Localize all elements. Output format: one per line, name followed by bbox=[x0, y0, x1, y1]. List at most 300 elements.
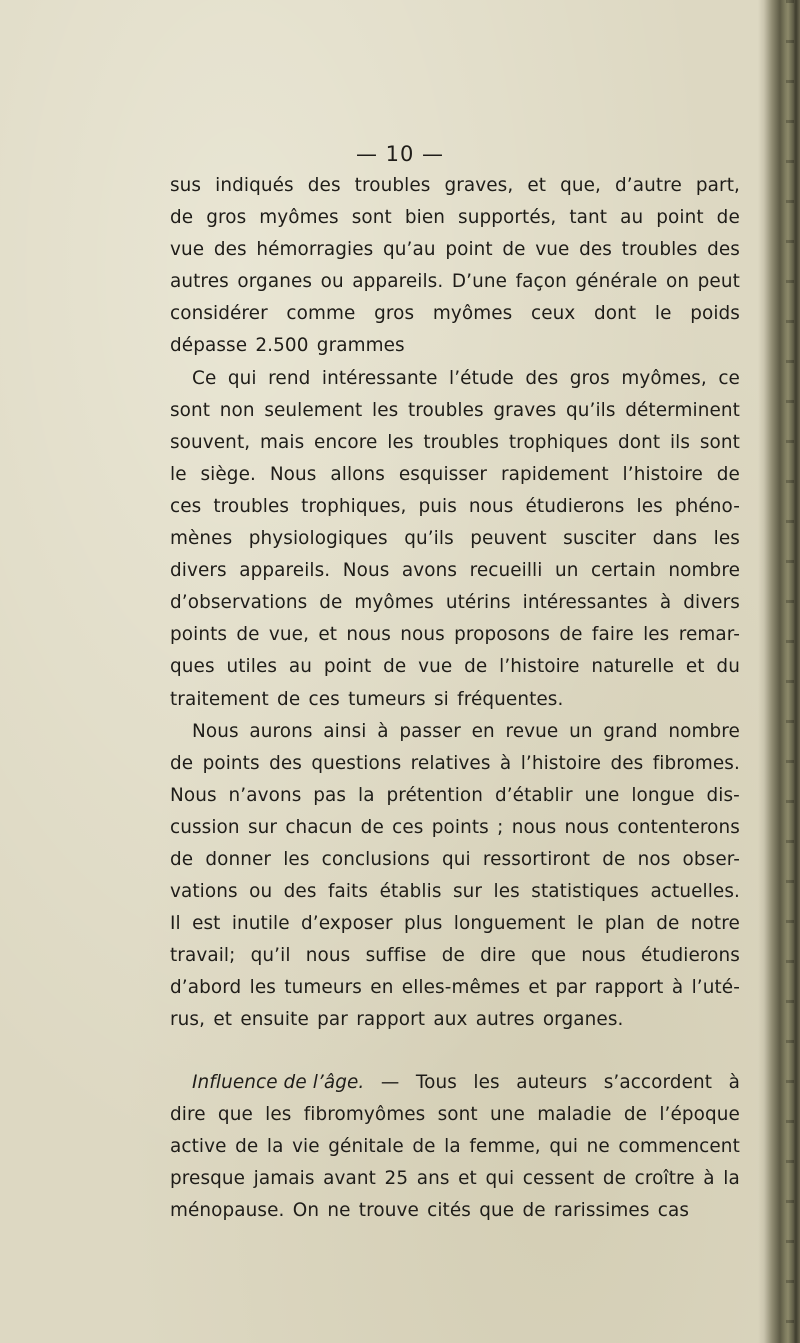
word: peut bbox=[697, 271, 740, 293]
word: encore bbox=[314, 431, 378, 453]
word: indiqués bbox=[215, 175, 294, 196]
word: que, bbox=[560, 175, 601, 196]
word: de bbox=[602, 848, 626, 870]
word: myômes bbox=[259, 207, 339, 229]
word: de bbox=[464, 656, 488, 678]
word: de bbox=[522, 1199, 546, 1221]
text-line bbox=[170, 940, 740, 972]
word: ces bbox=[392, 816, 424, 838]
word: maladie bbox=[537, 1103, 612, 1125]
word: naturelle bbox=[591, 656, 675, 678]
word: de bbox=[235, 1135, 259, 1157]
word: Ce bbox=[192, 367, 217, 389]
word: qu’il bbox=[250, 945, 291, 967]
word: d’abord bbox=[170, 977, 242, 999]
text-line bbox=[170, 1004, 740, 1036]
word: déterminent bbox=[625, 399, 740, 421]
word: elles-mêmes bbox=[401, 977, 521, 999]
word: le bbox=[654, 303, 672, 325]
word: autres bbox=[475, 1009, 535, 1031]
word: nos bbox=[637, 848, 671, 870]
text-line bbox=[170, 876, 740, 908]
text-line bbox=[170, 298, 740, 330]
word: qu’au bbox=[383, 239, 436, 261]
word: suffise bbox=[365, 945, 427, 967]
paragraph bbox=[170, 170, 740, 363]
word: de bbox=[602, 1167, 627, 1189]
word: générale bbox=[575, 271, 658, 293]
word: de bbox=[170, 848, 194, 870]
body-text bbox=[170, 170, 740, 1227]
word: les bbox=[643, 624, 670, 646]
text-line bbox=[170, 619, 740, 651]
word: ou bbox=[320, 271, 344, 293]
word: hémorragies bbox=[256, 239, 374, 261]
word: faits bbox=[327, 881, 369, 903]
word: la bbox=[266, 1135, 284, 1157]
word: allons bbox=[330, 463, 385, 485]
text-line bbox=[170, 202, 740, 234]
word: vie bbox=[292, 1135, 320, 1157]
word: autres bbox=[170, 271, 229, 293]
word: les bbox=[493, 881, 520, 903]
word: façon bbox=[515, 271, 567, 293]
word: ceux bbox=[530, 303, 576, 325]
word: qui bbox=[549, 1135, 579, 1157]
word: avant bbox=[323, 1167, 376, 1189]
word: questions bbox=[311, 752, 402, 774]
word: jamais bbox=[253, 1167, 315, 1189]
word: sont bbox=[170, 399, 211, 421]
word: génitale bbox=[328, 1135, 404, 1157]
word: sur bbox=[452, 881, 483, 903]
word: dépasse bbox=[170, 335, 248, 357]
word: les bbox=[371, 399, 399, 421]
word: dont bbox=[594, 303, 637, 325]
word: organes bbox=[237, 271, 313, 293]
word: l’étude bbox=[449, 367, 514, 389]
word: d’observations bbox=[170, 592, 308, 614]
word: intéressantes bbox=[522, 592, 648, 614]
word: D’une bbox=[451, 271, 507, 293]
word: statistiques bbox=[531, 881, 639, 903]
word: fibromes. bbox=[652, 752, 740, 774]
text-line bbox=[170, 812, 740, 844]
word: physiologiques bbox=[248, 528, 388, 550]
text-line bbox=[170, 716, 740, 748]
word: recueilli bbox=[469, 560, 543, 582]
text-line bbox=[170, 459, 740, 491]
word: de bbox=[716, 207, 740, 229]
word: avons bbox=[401, 560, 458, 582]
word: longuement bbox=[453, 913, 566, 935]
paragraph bbox=[170, 1067, 740, 1227]
word: femme, bbox=[469, 1135, 541, 1157]
word: l’histoire bbox=[499, 656, 580, 678]
text-line bbox=[170, 1195, 740, 1227]
word: prétention bbox=[386, 784, 484, 806]
word: non bbox=[219, 399, 255, 421]
text-line bbox=[170, 844, 740, 876]
word: d’établir bbox=[494, 784, 573, 806]
word: poids bbox=[690, 303, 740, 325]
word: un bbox=[569, 720, 593, 742]
word: des bbox=[610, 752, 644, 774]
word: les bbox=[249, 977, 276, 999]
word: par bbox=[555, 977, 587, 999]
word: ces bbox=[170, 495, 202, 517]
word: graves, bbox=[444, 175, 514, 196]
word: Tous bbox=[415, 1071, 457, 1093]
word: les bbox=[283, 848, 310, 870]
word: considérer bbox=[170, 303, 268, 325]
text-line bbox=[170, 427, 740, 459]
word: Nous bbox=[170, 784, 217, 806]
word: les bbox=[713, 528, 740, 550]
word: ne bbox=[586, 1135, 610, 1157]
word: la bbox=[444, 1135, 461, 1157]
text-line bbox=[170, 234, 740, 266]
text-line bbox=[170, 1099, 740, 1131]
word: à bbox=[659, 592, 672, 614]
word: gros bbox=[569, 367, 610, 389]
word: dis- bbox=[706, 784, 740, 806]
text-line bbox=[170, 908, 740, 940]
text-line bbox=[170, 491, 740, 523]
word: seulement bbox=[264, 399, 363, 421]
word: remar- bbox=[678, 624, 740, 646]
word: rapidement bbox=[500, 463, 609, 485]
text-line bbox=[170, 330, 740, 362]
word: de bbox=[170, 207, 194, 229]
word: susciter bbox=[563, 528, 637, 550]
word: ils bbox=[669, 431, 691, 453]
word: graves bbox=[493, 399, 557, 421]
word: l’histoire bbox=[622, 463, 703, 485]
word: qu’ils bbox=[404, 528, 454, 550]
word: active bbox=[170, 1135, 227, 1157]
word: ce bbox=[718, 367, 740, 389]
word: cussion bbox=[170, 816, 240, 838]
word: notre bbox=[690, 913, 740, 935]
word: qui bbox=[441, 848, 471, 870]
word: passer bbox=[399, 720, 461, 742]
word: et bbox=[685, 656, 705, 678]
word: grand bbox=[603, 720, 658, 742]
section-heading: Influence de l’âge. bbox=[192, 1071, 365, 1093]
word: cessent bbox=[522, 1167, 595, 1189]
word: des bbox=[283, 881, 317, 903]
word: Il bbox=[170, 913, 181, 935]
paragraph-gap bbox=[170, 1037, 740, 1067]
word: de bbox=[656, 913, 680, 935]
word: point bbox=[656, 207, 704, 229]
word: au bbox=[288, 656, 313, 678]
word: fréquentes. bbox=[457, 688, 564, 710]
word: contenterons bbox=[617, 816, 740, 838]
page-number: — 10 — bbox=[355, 142, 445, 166]
word: Nous bbox=[342, 560, 390, 582]
word: ou bbox=[249, 881, 273, 903]
word: qu’ils bbox=[565, 399, 616, 421]
word: aurons bbox=[249, 720, 313, 742]
word: aux bbox=[433, 1009, 468, 1031]
word: de bbox=[236, 624, 260, 646]
word: pas bbox=[313, 784, 347, 806]
word: des bbox=[269, 752, 302, 774]
word: trophiques, bbox=[301, 495, 407, 517]
word: trophiques bbox=[508, 431, 609, 453]
word: nous bbox=[564, 816, 610, 838]
word: étudierons bbox=[641, 945, 740, 967]
word: dans bbox=[652, 528, 698, 550]
word: de bbox=[441, 945, 465, 967]
word: myômes bbox=[354, 592, 434, 614]
word: sus bbox=[170, 175, 202, 196]
word: une bbox=[490, 1103, 525, 1125]
text-line bbox=[170, 1131, 740, 1163]
word: sont bbox=[351, 207, 392, 229]
word: comme bbox=[286, 303, 356, 325]
word: nous bbox=[305, 945, 351, 967]
word: nous bbox=[346, 624, 391, 646]
word: sur bbox=[247, 816, 278, 838]
word: ressortiront bbox=[482, 848, 591, 870]
word: la bbox=[723, 1167, 740, 1189]
word: de bbox=[559, 624, 583, 646]
word: établis bbox=[379, 881, 442, 903]
word: rus, bbox=[170, 1009, 206, 1031]
word: vations bbox=[170, 881, 238, 903]
spine-texture bbox=[786, 0, 794, 1343]
word: conclusions bbox=[321, 848, 430, 870]
word: revue bbox=[505, 720, 559, 742]
word: à bbox=[703, 1167, 715, 1189]
word: souvent, bbox=[170, 431, 251, 453]
word: ainsi bbox=[323, 720, 367, 742]
word: relatives bbox=[410, 752, 491, 774]
text-line bbox=[170, 972, 740, 1004]
word: le bbox=[170, 463, 187, 485]
word: dire bbox=[480, 945, 516, 967]
word: en bbox=[370, 977, 394, 999]
word: nous bbox=[511, 816, 557, 838]
word: à bbox=[728, 1071, 740, 1093]
word: de bbox=[502, 239, 526, 261]
word: des bbox=[307, 175, 341, 196]
word: 2.500 bbox=[255, 335, 309, 357]
word: siège. bbox=[200, 463, 256, 485]
word: phéno- bbox=[674, 495, 740, 517]
word: sont bbox=[437, 1103, 478, 1125]
text-line bbox=[170, 780, 740, 812]
word: croître bbox=[634, 1167, 695, 1189]
word: l’époque bbox=[659, 1103, 740, 1125]
word: rend bbox=[268, 367, 311, 389]
word: d’exposer bbox=[301, 913, 393, 935]
word: de bbox=[319, 592, 343, 614]
word: rapport bbox=[356, 1009, 426, 1031]
word: appareils. bbox=[352, 271, 444, 293]
word: des bbox=[707, 239, 740, 261]
word: grammes bbox=[316, 335, 405, 357]
word: auteurs bbox=[516, 1071, 588, 1093]
word: mais bbox=[259, 431, 305, 453]
word: et bbox=[458, 1167, 477, 1189]
word: trouve bbox=[358, 1199, 419, 1221]
word: gros bbox=[374, 303, 415, 325]
word: les bbox=[636, 495, 663, 517]
word: divers bbox=[170, 560, 227, 582]
word: des bbox=[525, 367, 559, 389]
word: gros bbox=[206, 207, 247, 229]
word: longue bbox=[631, 784, 695, 806]
text-line bbox=[170, 395, 740, 427]
word: puis bbox=[418, 495, 457, 517]
word: de bbox=[170, 752, 194, 774]
text-line bbox=[170, 651, 740, 683]
word: l’uté- bbox=[691, 977, 740, 999]
word: un bbox=[554, 560, 579, 582]
word: traitement bbox=[170, 688, 269, 710]
word: troubles bbox=[354, 175, 431, 196]
word: tant bbox=[569, 207, 608, 229]
word: la bbox=[358, 784, 375, 806]
text-line bbox=[170, 1163, 740, 1195]
word: Nous bbox=[192, 720, 239, 742]
word: vue bbox=[535, 239, 570, 261]
text-line bbox=[170, 1067, 740, 1099]
word: 25 bbox=[384, 1167, 409, 1189]
text-line bbox=[170, 170, 740, 202]
word: vue bbox=[418, 656, 453, 678]
word: tumeurs bbox=[348, 688, 426, 710]
word: de bbox=[623, 1103, 648, 1125]
paragraph bbox=[170, 363, 740, 716]
word: cas bbox=[657, 1199, 690, 1221]
word: on bbox=[665, 271, 690, 293]
word: mènes bbox=[170, 528, 233, 550]
text-line bbox=[170, 363, 740, 395]
word: et bbox=[213, 1009, 233, 1031]
word: que bbox=[531, 945, 566, 967]
word: points bbox=[431, 816, 489, 838]
word: Nous bbox=[269, 463, 317, 485]
word: dire bbox=[170, 1103, 206, 1125]
word: n’avons bbox=[228, 784, 302, 806]
word: de bbox=[412, 1135, 436, 1157]
word: cités bbox=[427, 1199, 471, 1221]
word: ques bbox=[170, 656, 215, 678]
word: si bbox=[433, 688, 449, 710]
text-line bbox=[170, 523, 740, 555]
word: On bbox=[292, 1199, 320, 1221]
word: certain bbox=[590, 560, 656, 582]
word: ménopause. bbox=[170, 1199, 285, 1221]
word: ne bbox=[327, 1199, 351, 1221]
word: s’accordent bbox=[603, 1071, 713, 1093]
word: en bbox=[471, 720, 495, 742]
word: ces bbox=[308, 688, 340, 710]
word: est bbox=[192, 913, 221, 935]
word: myômes bbox=[432, 303, 513, 325]
word: commencent bbox=[618, 1135, 740, 1157]
word: vue bbox=[170, 239, 205, 261]
word: à bbox=[499, 752, 512, 774]
word: myômes, bbox=[621, 367, 707, 389]
word: à bbox=[377, 720, 389, 742]
word: sont bbox=[699, 431, 740, 453]
word: et bbox=[528, 977, 548, 999]
word: plan bbox=[604, 913, 645, 935]
word: ans bbox=[416, 1167, 450, 1189]
word: appareils. bbox=[239, 560, 331, 582]
text-line bbox=[170, 266, 740, 298]
word: nous bbox=[400, 624, 445, 646]
word: troubles bbox=[407, 399, 484, 421]
word: les bbox=[473, 1071, 500, 1093]
word: et bbox=[318, 624, 338, 646]
word: part, bbox=[695, 175, 740, 196]
paragraph bbox=[170, 716, 740, 1037]
word: une bbox=[584, 784, 620, 806]
word: obser- bbox=[682, 848, 740, 870]
word: supportés, bbox=[458, 207, 557, 229]
word: de bbox=[277, 688, 301, 710]
word: tumeurs bbox=[284, 977, 362, 999]
word: de bbox=[360, 816, 384, 838]
word: nous bbox=[468, 495, 514, 517]
word: troubles bbox=[423, 431, 500, 453]
word: rapport bbox=[594, 977, 664, 999]
word: divers bbox=[683, 592, 740, 614]
text-line bbox=[170, 587, 740, 619]
word: rarissimes bbox=[553, 1199, 650, 1221]
word: des bbox=[213, 239, 247, 261]
word: presque bbox=[170, 1167, 246, 1189]
word: qui bbox=[485, 1167, 515, 1189]
word: fibromyômes bbox=[303, 1103, 426, 1125]
word: donner bbox=[205, 848, 272, 870]
word: chacun bbox=[285, 816, 353, 838]
word: nous bbox=[581, 945, 626, 967]
word: de bbox=[383, 656, 407, 678]
word: point bbox=[445, 239, 493, 261]
word: des bbox=[579, 239, 612, 261]
word: intéressante bbox=[321, 367, 438, 389]
word: esquisser bbox=[398, 463, 488, 485]
word: ; bbox=[497, 816, 504, 838]
word: points bbox=[202, 752, 260, 774]
word: les bbox=[387, 431, 414, 453]
word: bien bbox=[404, 207, 446, 229]
text-line bbox=[170, 748, 740, 780]
word: inutile bbox=[231, 913, 290, 935]
word: de bbox=[716, 463, 740, 485]
word: le bbox=[576, 913, 594, 935]
word: travail; bbox=[170, 945, 236, 967]
word: les bbox=[265, 1103, 292, 1125]
word: troubles bbox=[621, 239, 698, 261]
word: utiles bbox=[226, 656, 278, 678]
word: au bbox=[620, 207, 644, 229]
word: — bbox=[380, 1071, 400, 1093]
word: nombre bbox=[668, 720, 740, 742]
word: d’autre bbox=[615, 175, 682, 196]
word: nombre bbox=[668, 560, 740, 582]
text-line bbox=[170, 555, 740, 587]
word: organes. bbox=[542, 1009, 624, 1031]
